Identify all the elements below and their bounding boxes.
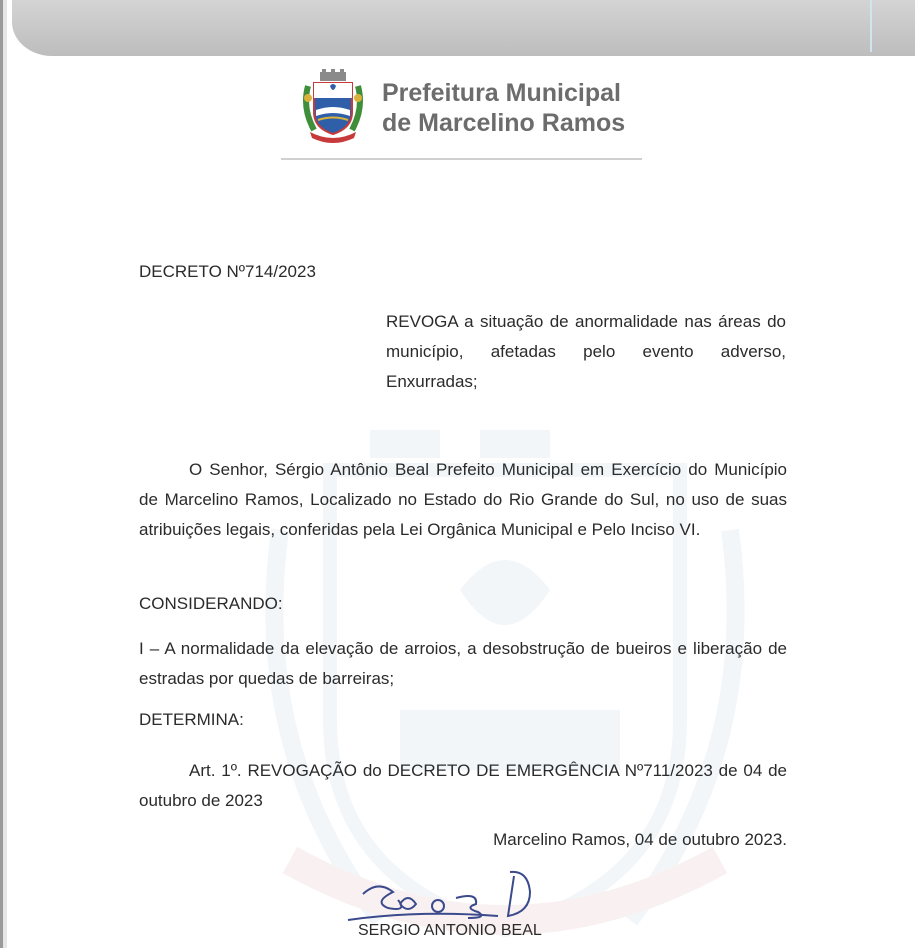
scan-top-mark <box>870 0 872 52</box>
article-1: Art. 1º. REVOGAÇÃO do DECRETO DE EMERGÊNCIA Nº711/2023 de 04 de outubro de 2023 <box>139 761 787 810</box>
place-date: Marcelino Ramos, 04 de outubro 2023. <box>493 830 787 849</box>
scan-top-band <box>12 0 915 56</box>
considering-heading: CONSIDERANDO: <box>139 594 283 613</box>
intro-paragraph: O Senhor, Sérgio Antônio Beal Prefeito Municipal em Exercício do Município de Marcelino Ramos, Localizado no Estado do Rio Grande do Sul, no uso de suas atribuições legais, conferidas pela Lei Orgânica Municipal e Pelo Inciso VI. <box>139 460 787 539</box>
considering-item: I – A normalidade da elevação de arroios, a desobstrução de bueiros e liberação de estradas por quedas de barreiras; <box>139 639 787 688</box>
org-name-line2: de Marcelino Ramos <box>382 109 626 137</box>
determines-heading: DETERMINA: <box>139 710 244 729</box>
letterhead <box>300 68 640 148</box>
decree-summary: REVOGA a situação de anormalidade nas áreas do município, afetadas pelo evento adverso, Enxurradas; <box>386 312 786 391</box>
municipal-coat-of-arms-icon <box>300 68 366 146</box>
decree-title: DECRETO Nº714/2023 <box>139 262 316 281</box>
header-divider <box>281 158 642 160</box>
signer-name: SERGIO ANTONIO BEAL <box>358 922 542 939</box>
org-name <box>382 78 625 138</box>
org-name-line1: Prefeitura Municipal <box>382 79 621 107</box>
scan-left-shadow <box>3 0 7 948</box>
